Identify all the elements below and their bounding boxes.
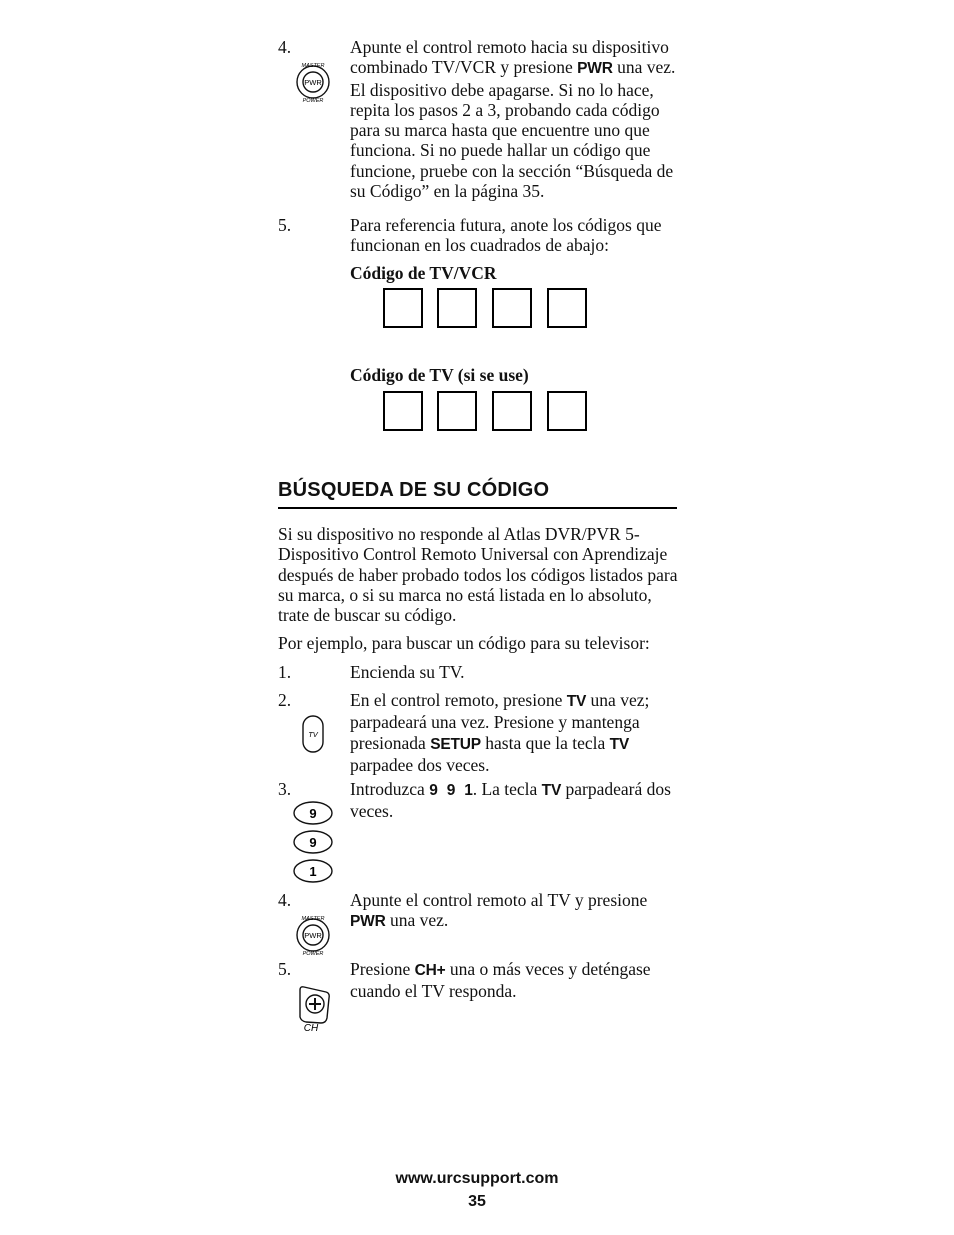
code-box[interactable]	[383, 391, 423, 431]
channel-button-icon	[296, 984, 332, 1034]
code-box[interactable]	[547, 288, 587, 328]
tv-key-label: TV	[609, 735, 630, 753]
step-number: 5.	[278, 959, 292, 979]
pwr-key-label: PWR	[350, 913, 386, 931]
setup-key-label: SETUP	[430, 735, 481, 753]
svg-text:TV: TV	[308, 730, 318, 739]
code-tv-label: Código de TV (si se use)	[350, 365, 529, 385]
digit-keys-icon	[292, 801, 334, 885]
step-text: En el control remoto, presione TV una vez; parpadeará una vez. Presione y mantenga presionada SETUP hasta que la tecla TV parpadee dos veces.	[350, 690, 650, 775]
tv-button-icon	[302, 715, 324, 753]
svg-text:CH: CH	[303, 1023, 319, 1034]
step-text: Introduzca 9 9 1. La tecla TV parpadeará dos veces.	[350, 779, 671, 822]
step-number: 4.	[278, 890, 292, 910]
digits-key-label: 9 9 1	[429, 782, 473, 799]
step-number: 1.	[278, 662, 292, 682]
svg-text:MASTER: MASTER	[301, 916, 325, 922]
section-divider	[278, 507, 677, 509]
code-box[interactable]	[492, 391, 532, 431]
code-tv-vcr-label: Código de TV/VCR	[350, 263, 497, 283]
example-line: Por ejemplo, para buscar un código para su televisor:	[278, 633, 650, 653]
svg-text:PWR: PWR	[304, 78, 322, 87]
svg-text:9: 9	[309, 835, 317, 850]
step-text: Para referencia futura, anote los códigos que funcionan en los cuadrados de abajo:	[350, 215, 662, 256]
step-text: Apunte el control remoto al TV y presione PWR una vez.	[350, 890, 648, 931]
power-button-icon	[294, 60, 332, 104]
svg-text:9: 9	[309, 806, 317, 821]
pwr-key-label: PWR	[577, 60, 613, 78]
code-box[interactable]	[547, 391, 587, 431]
intro-paragraph: Si su dispositivo no responde al Atlas DVR/PVR 5-Dispositivo Control Remoto Universal con Aprendizaje después de haber probado todos los códigos listados para su marca, o si su marca no está listada en lo absoluto, trate de buscar su código.	[278, 524, 678, 626]
step-text: Presione CH+ una o más veces y deténgase cuando el TV responda.	[350, 959, 651, 1002]
step-number: 3.	[278, 779, 292, 799]
power-button-icon	[294, 913, 332, 957]
svg-text:PWR: PWR	[304, 931, 322, 940]
code-box[interactable]	[437, 391, 477, 431]
section-title: BÚSQUEDA DE SU CÓDIGO	[278, 479, 550, 501]
code-box[interactable]	[437, 288, 477, 328]
step-text: Encienda su TV.	[350, 662, 465, 682]
tv-key-label: TV	[566, 693, 587, 710]
svg-text:1: 1	[309, 864, 317, 879]
tv-key-label: TV	[541, 782, 562, 799]
svg-text:POWER: POWER	[302, 951, 324, 957]
code-box[interactable]	[492, 288, 532, 328]
step-number: 2.	[278, 690, 292, 710]
footer-url[interactable]: www.urcsupport.com	[395, 1170, 559, 1187]
step-number: 5.	[278, 215, 292, 235]
page-number: 35	[468, 1193, 486, 1210]
ch-plus-key-label: CH+	[414, 962, 446, 979]
step-text: Apunte el control remoto hacia su dispositivo combinado TV/VCR y presione PWR una vez. El dispositivo debe apagarse. Si no lo hace, repita los pasos 2 a 3, probando cada código para su marca hasta que encuentre uno que funciona. Si no puede hallar un código que funcione, pruebe con la sección “Búsqueda de su Código” en la página 35.	[350, 37, 676, 202]
svg-text:MASTER: MASTER	[301, 63, 325, 69]
step-number: 4.	[278, 37, 292, 57]
svg-text:POWER: POWER	[302, 98, 324, 104]
code-box[interactable]	[383, 288, 423, 328]
